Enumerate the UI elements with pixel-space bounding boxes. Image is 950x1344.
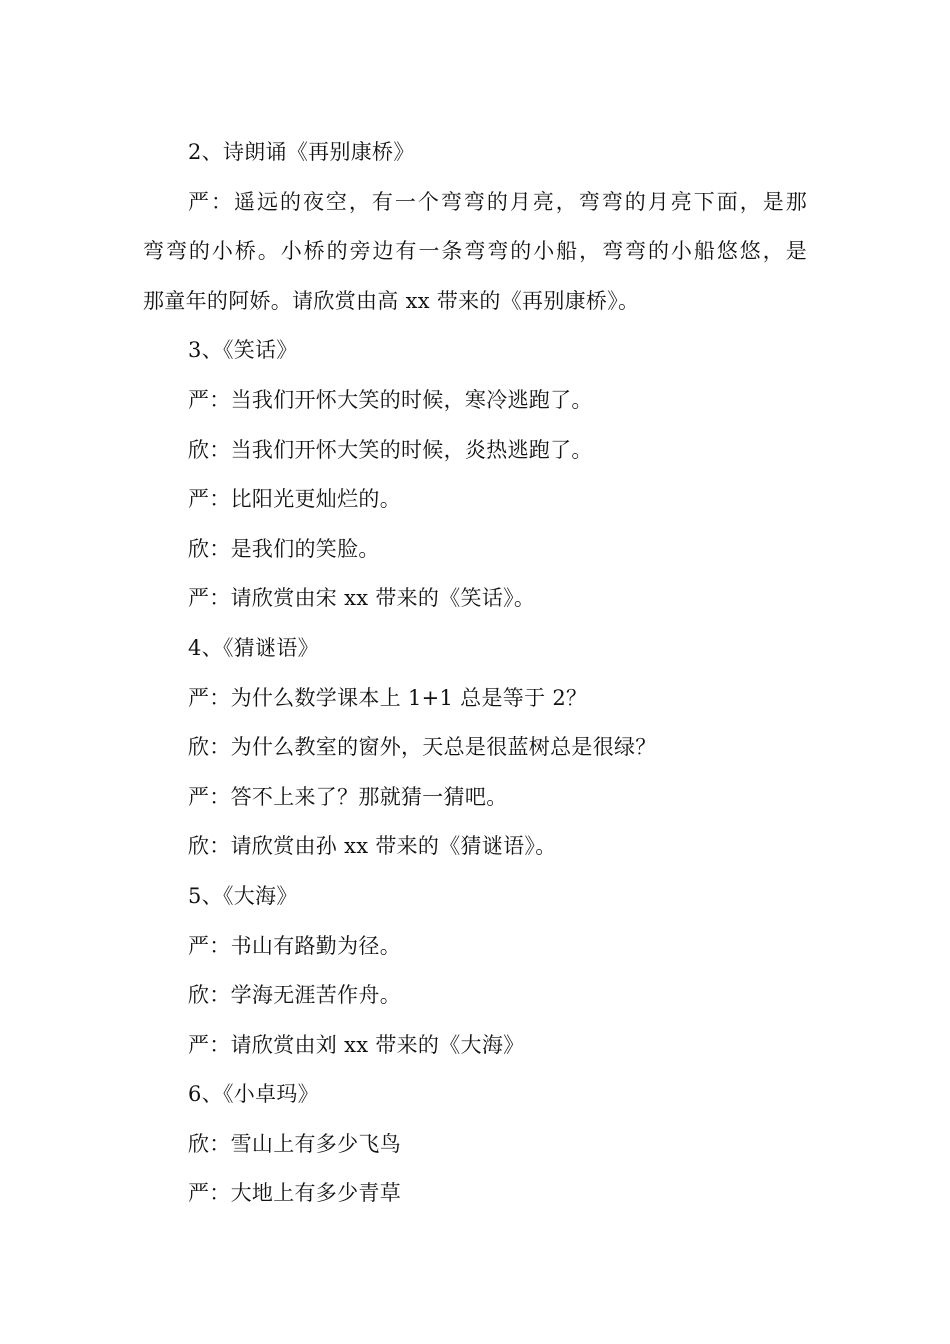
paragraph-line-text: 严：遥远的夜空，有一个弯弯的月亮，弯弯的月亮下面，是那 <box>188 189 807 214</box>
dialogue-line: 严：当我们开怀大笑的时候，寒冷逃跑了。 <box>188 387 593 412</box>
dialogue-line: 欣：当我们开怀大笑的时候，炎热逃跑了。 <box>188 437 593 462</box>
dialogue-line: 欣：为什么教室的窗外，天总是很蓝树总是很绿？ <box>188 735 657 760</box>
section-heading-6: 6、《小卓玛》 <box>188 1082 319 1107</box>
section-heading-4: 4、《猜谜语》 <box>188 635 319 660</box>
section-heading-3: 3、《笑话》 <box>188 338 298 363</box>
paragraph-line <box>143 227 807 277</box>
dialogue-line: 严：请欣赏由宋 xx 带来的《笑话》。 <box>188 586 536 611</box>
paragraph-line <box>143 178 807 228</box>
dialogue-line: 严：答不上来了？那就猜一猜吧。 <box>188 784 508 809</box>
dialogue-line: 欣：请欣赏由孙 xx 带来的《猜谜语》。 <box>188 834 557 859</box>
section-heading-5: 5、《大海》 <box>188 883 298 908</box>
dialogue-line: 严：书山有路勤为径。 <box>188 933 401 958</box>
section-heading-2: 2、诗朗诵《再别康桥》 <box>188 140 415 164</box>
dialogue-line: 欣：雪山上有多少飞鸟 <box>188 1131 401 1156</box>
dialogue-line: 严：大地上有多少青草 <box>188 1181 401 1206</box>
paragraph-line: 那童年的阿娇。请欣赏由高 xx 带来的《再别康桥》。 <box>143 288 640 313</box>
document-body <box>143 128 807 1219</box>
paragraph-line-text: 弯弯的小桥。小桥的旁边有一条弯弯的小船，弯弯的小船悠悠，是 <box>143 239 807 264</box>
dialogue-line: 严：请欣赏由刘 xx 带来的《大海》 <box>188 1032 525 1057</box>
dialogue-line: 严：比阳光更灿烂的。 <box>188 487 401 512</box>
dialogue-line: 欣：是我们的笑脸。 <box>188 536 380 561</box>
dialogue-line: 欣：学海无涯苦作舟。 <box>188 983 401 1008</box>
dialogue-line: 严：为什么数学课本上 1+1 总是等于 2？ <box>188 685 588 710</box>
